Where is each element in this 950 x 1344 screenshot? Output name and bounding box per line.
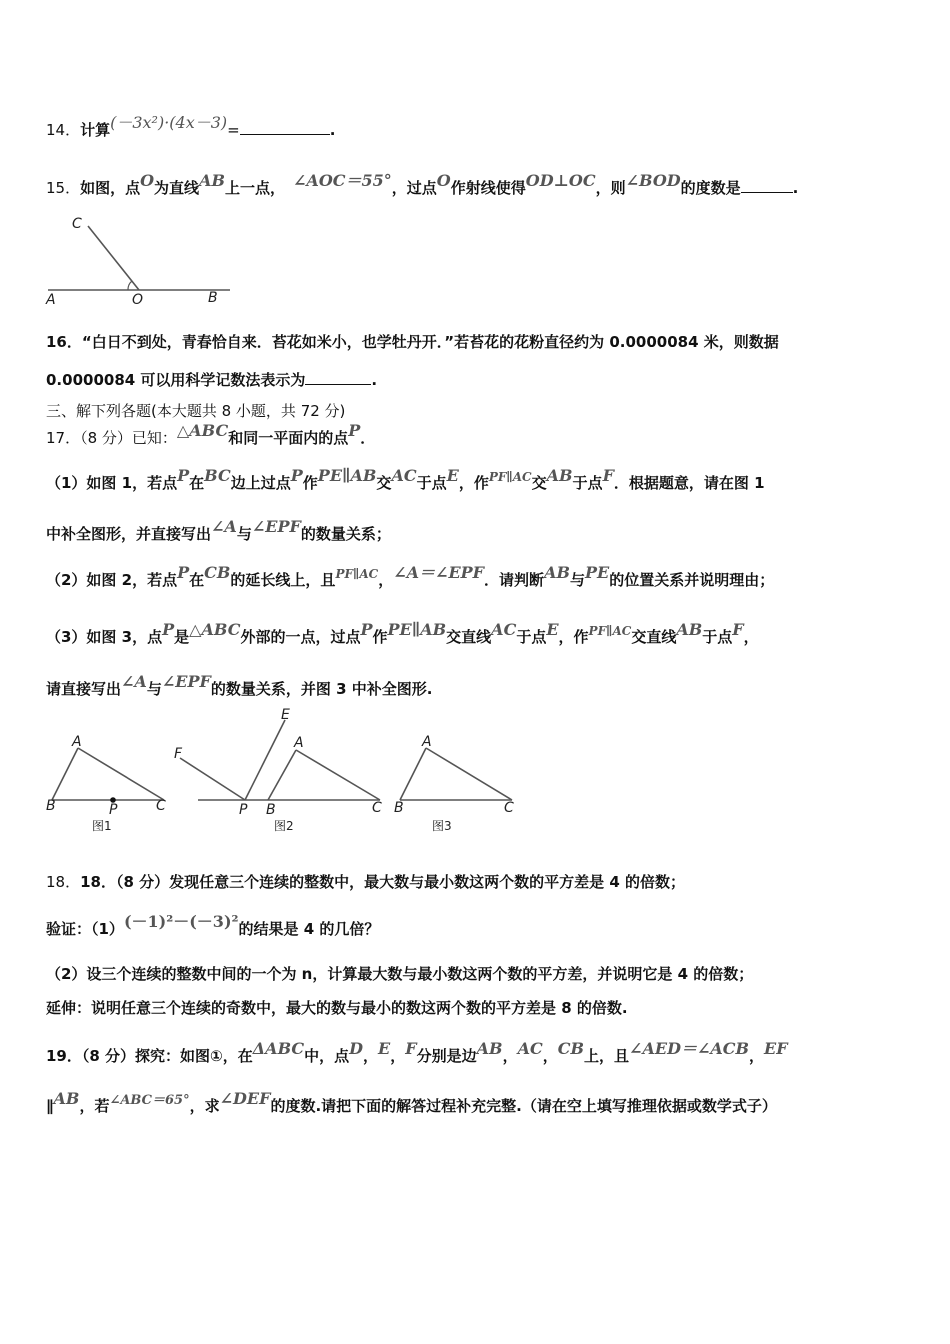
q17-part3-cont: 请直接写出∠A与∠EPF的数量关系，并图 3 中补全图形. (46, 672, 433, 698)
q18-line1: 18．18．（8 分）发现任意三个连续的整数中，最大数与最小数这两个数的平方差是 4 的倍数； (46, 873, 686, 891)
figure-3 (394, 734, 514, 833)
svg-text:B: B (394, 800, 404, 816)
svg-text:E: E (281, 707, 290, 723)
answer-blank[interactable] (305, 372, 371, 385)
svg-text:B: B (46, 798, 56, 814)
svg-text:C: C (156, 798, 166, 814)
q17-part1: （1）如图 1，若点P在BC边上过点P作PE∥AB交AC于点E，作$^{PF\parallel AC}$交AB于点F．根据题意，请在图 1 (46, 466, 765, 492)
svg-text:A: A (294, 735, 304, 751)
ray-oc (88, 226, 139, 290)
answer-blank[interactable] (240, 122, 330, 135)
q17-intro: 17．（8 分）已知：△ABC和同一平面内的点P． (46, 421, 376, 447)
svg-text:C: C (504, 800, 514, 816)
q19-line2: ∥AB，若∠ABC＝65°，求∠DEF的度数.请把下面的解答过程补充完整.（请在空上填写推理依据或数学式子） (46, 1089, 777, 1115)
label-a: A (46, 292, 56, 308)
q16-line1: 16．“白日不到处，青春恰自来．苔花如米小，也学牡丹开．”若苔花的花粉直径约为 0.0000084 米，则数据 (46, 333, 779, 351)
q17-part2: （2）如图 2，若点P在CB的延长线上，且$^{PF\parallel AC}$，∠A＝∠EPF．请判断AB与PE的位置关系并说明理由； (46, 563, 775, 589)
q18-verify: 验证：（1）(－1)²－(－3)²的结果是 4 的几倍？ (46, 912, 380, 938)
label-o: O (132, 292, 144, 308)
caption-fig3: 图3 (432, 819, 452, 833)
svg-text:P: P (109, 802, 118, 818)
svg-text:P: P (239, 802, 248, 818)
q17-part3: （3）如图 3，点P是△ABC外部的一点，过点P作PE∥AB交直线AC于点E，作$^{PF\parallel AC}$交直线AB于点F， (46, 620, 759, 646)
svg-text:B: B (266, 802, 276, 818)
q18-line4: 延伸：说明任意三个连续的奇数中，最大的数与最小的数这两个数的平方差是 8 的倍数. (46, 999, 628, 1017)
q14-expression: (－3x²)·(4x－3) (110, 113, 228, 132)
caption-fig2: 图2 (274, 819, 294, 833)
q15-figure (44, 212, 234, 308)
figure-1 (46, 734, 166, 833)
label-b: B (208, 290, 218, 306)
figure-2 (174, 707, 382, 833)
svg-text:F: F (174, 746, 183, 762)
q15: 15．如图，点O为直线AB上一点， ∠AOC＝55°，过点O作射线使得OD⊥OC，则∠BOD的度数是 . (46, 171, 799, 197)
label-c: C (72, 216, 82, 232)
answer-blank[interactable] (741, 180, 793, 193)
svg-text:C: C (372, 800, 382, 816)
q17-part1-cont: 中补全图形，并直接写出∠A与∠EPF的数量关系； (46, 517, 391, 543)
svg-text:A: A (72, 734, 82, 750)
q14: 14．计算(－3x²)·(4x－3)= . (46, 113, 336, 139)
section-heading: 三、解下列各题(本大题共 8 小题，共 72 分) (46, 402, 346, 420)
q19-line1: 19．（8 分）探究：如图①，在ΔABC中，点D，E，F分别是边AB，AC，CB上，且∠AED＝∠ACB，EF (46, 1039, 788, 1065)
q18-line3: （2）设三个连续的整数中间的一个为 n，计算最大数与最小数这两个数的平方差，并说明它是 4 的倍数； (46, 965, 754, 983)
svg-text:A: A (422, 734, 432, 750)
caption-fig1: 图1 (92, 819, 112, 833)
q16-line2: 0.0000084 可以用科学记数法表示为 . (46, 371, 378, 389)
angle-arc (128, 281, 132, 290)
q17-figures (44, 706, 524, 836)
